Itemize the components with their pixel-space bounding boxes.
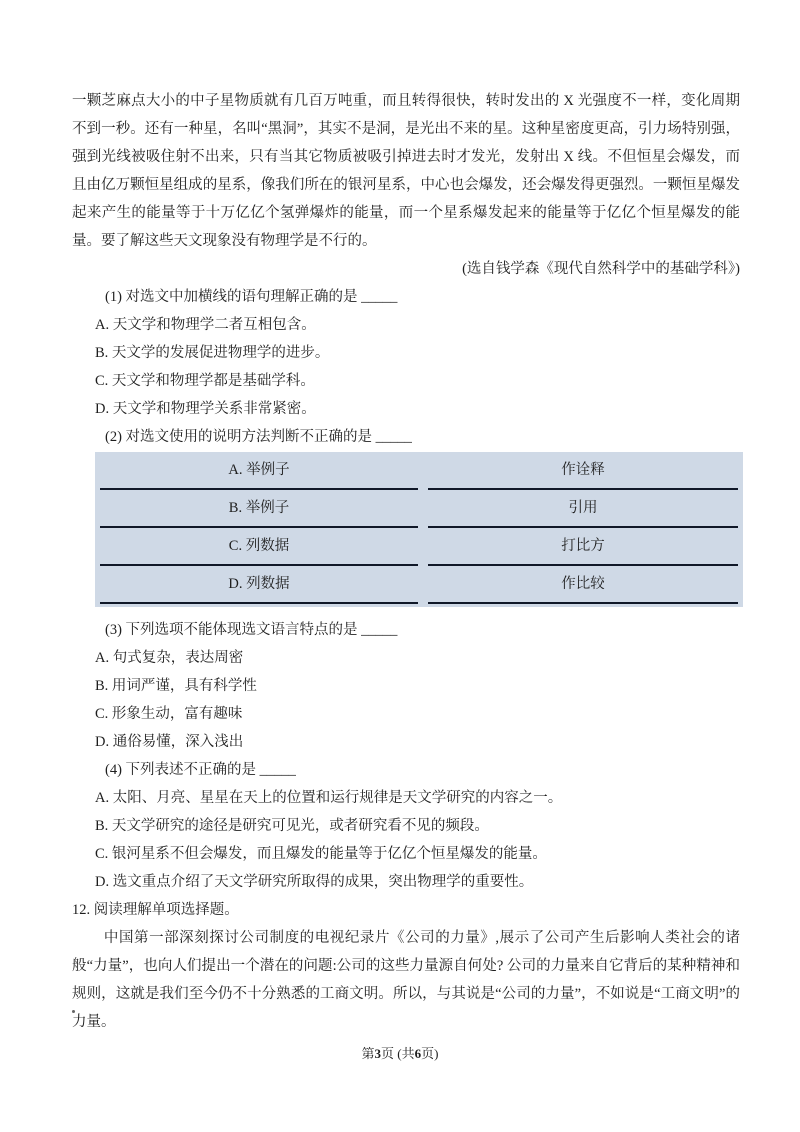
- question-2-title: (2) 对选文使用的说明方法判断不正确的是 _____: [105, 429, 412, 445]
- question-12-heading: 12. 阅读理解单项选择题。: [72, 902, 239, 918]
- table-row: [95, 528, 743, 566]
- question-4-option-a: A. 太阳、月亮、星星在天上的位置和运行规律是天文学研究的内容之一。: [95, 790, 563, 806]
- source-citation: (选自钱学森《现代自然科学中的基础学科》): [462, 261, 740, 277]
- question-4-option-b: B. 天文学研究的途径是研究可见光，或者研究看不见的频段。: [95, 818, 489, 834]
- table-cell-left: B. 举例子: [100, 490, 418, 528]
- question-1-option-a: A. 天文学和物理学二者互相包含。: [95, 317, 316, 333]
- question-1-title: (1) 对选文中加横线的语句理解正确的是 _____: [105, 289, 398, 305]
- question-4-title: (4) 下列表述不正确的是 _____: [105, 762, 296, 778]
- footer-label-post: 页): [421, 1046, 439, 1061]
- footer-page-number: 3: [374, 1046, 382, 1061]
- footer-label-pre: 第: [361, 1046, 375, 1061]
- table-cell-right: 打比方: [428, 528, 738, 566]
- question-3-option-a: A. 句式复杂，表达周密: [95, 650, 244, 666]
- table-cell-left: C. 列数据: [100, 528, 418, 566]
- question-1-option-d: D. 天文学和物理学关系非常紧密。: [95, 401, 316, 417]
- table-cell-right: 引用: [428, 490, 738, 528]
- table-row: [95, 566, 743, 604]
- table-cell-left: A. 举例子: [100, 452, 418, 490]
- question-3-title: (3) 下列选项不能体现选文语言特点的是 _____: [105, 622, 398, 638]
- table-column-gap: [418, 452, 428, 490]
- question-3-option-d: D. 通俗易懂，深入浅出: [95, 734, 244, 750]
- footer-label-mid: 页 (共: [381, 1046, 415, 1061]
- intro-paragraph: 一颗芝麻点大小的中子星物质就有几百万吨重，而且转得很快，转时发出的 X 光强度不一样，变化周期不到一秒。还有一种星，名叫“黑洞”，其实不是洞，是光出不来的星。这种星密度更高，引力场特别强，强到光线被吸住射不出来，只有当其它物质被吸引掉进去时才发光，发射出 X 线。不但恒星会爆发，而且由亿万颗恒星组成的星系，像我们所在的银河星系，中心也会爆发，还会爆发得更强烈。一颗恒星爆发起来产生的能量等于十万亿亿个氢弹爆炸的能量，而一个星系爆发起来的能量等于亿亿个恒星爆发的能量。要了解这些天文现象没有物理学是不行的。: [72, 93, 740, 249]
- table-column-gap: [418, 528, 428, 566]
- question-1-option-c: C. 天文学和物理学都是基础学科。: [95, 373, 315, 389]
- question-3-option-b: B. 用词严谨，具有科学性: [95, 678, 257, 694]
- footer-total-pages: 6: [414, 1046, 422, 1061]
- question-1-option-b: B. 天文学的发展促进物理学的进步。: [95, 345, 330, 361]
- page-footer: [0, 1040, 800, 1068]
- table-cell-right: 作诠释: [428, 452, 738, 490]
- question-12-paragraph: 中国第一部深刻探讨公司制度的电视纪录片《公司的力量》,展示了公司产生后影响人类社会的诸般“力量”，也向人们提出一个潜在的问题:公司的这些力量源自何处? 公司的力量来自它背后的某种精神和规则，这就是我们至今仍不十分熟悉的工商文明。所以，与其说是“公司的力量”，不如说是“工商文明”的力量。: [72, 930, 740, 1030]
- ink-speck: [72, 1010, 75, 1013]
- method-table: [95, 452, 743, 607]
- question-4-option-d: D. 选文重点介绍了天文学研究所取得的成果，突出物理学的重要性。: [95, 874, 534, 890]
- table-cell-left: D. 列数据: [100, 566, 418, 604]
- table-column-gap: [418, 566, 428, 604]
- table-row: [95, 452, 743, 490]
- table-row: [95, 490, 743, 528]
- question-4-option-c: C. 银河星系不但会爆发，而且爆发的能量等于亿亿个恒星爆发的能量。: [95, 846, 547, 862]
- table-column-gap: [418, 490, 428, 528]
- table-cell-right: 作比较: [428, 566, 738, 604]
- question-3-option-c: C. 形象生动，富有趣味: [95, 706, 243, 722]
